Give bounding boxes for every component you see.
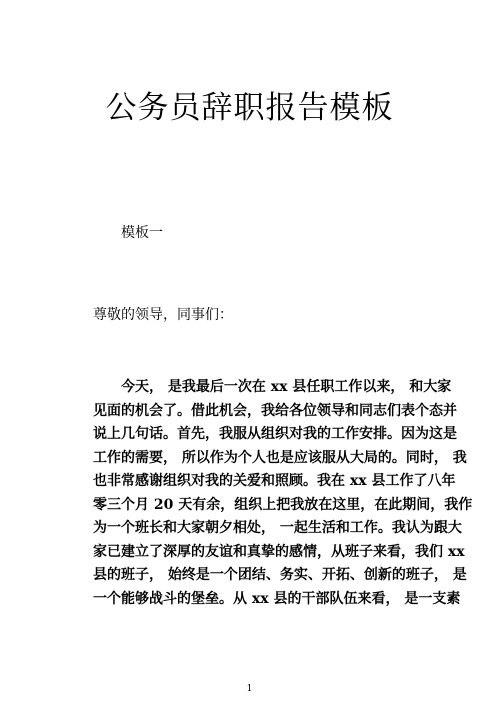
body-line: 一个能够战斗的堡垒。从 xx 县的干部队伍来看， 是一支素 xyxy=(93,590,461,607)
document-title: 公务员辞职报告模板 xyxy=(105,90,394,126)
body-line: 家已建立了深厚的友谊和真挚的感情，从班子来看，我们 xx xyxy=(93,543,465,560)
body-paragraph xyxy=(93,376,473,611)
body-line: 今天， 是我最后一次在 xx 县任职工作以来， 和大家 xyxy=(121,379,452,395)
body-line: 零三个月 20 天有余，组织上把我放在这里，在此期间，我作 xyxy=(93,496,473,513)
section-label: 模板一 xyxy=(121,225,163,241)
body-line: 也非常感谢组织对我的关爱和照顾。我在 xx 县工作了八年 xyxy=(93,473,456,489)
salutation: 尊敬的领导，同事们： xyxy=(93,307,233,323)
page-number: 1 xyxy=(246,684,253,694)
body-line: 见面的机会了。借此机会，我给各位领导和同志们表个态并 xyxy=(93,402,457,419)
body-line: 县的班子， 始终是一个团结、务实、开拓、创新的班子， 是 xyxy=(93,567,467,583)
body-line: 说上几句话。首先，我服从组织对我的工作安排。因为这是 xyxy=(93,426,457,442)
body-line: 工作的需要， 所以作为个人也是应该服从大局的。同时， 我 xyxy=(93,449,467,466)
body-line: 为一个班长和大家朝夕相处， 一起生活和工作。我认为跟大 xyxy=(93,520,462,536)
